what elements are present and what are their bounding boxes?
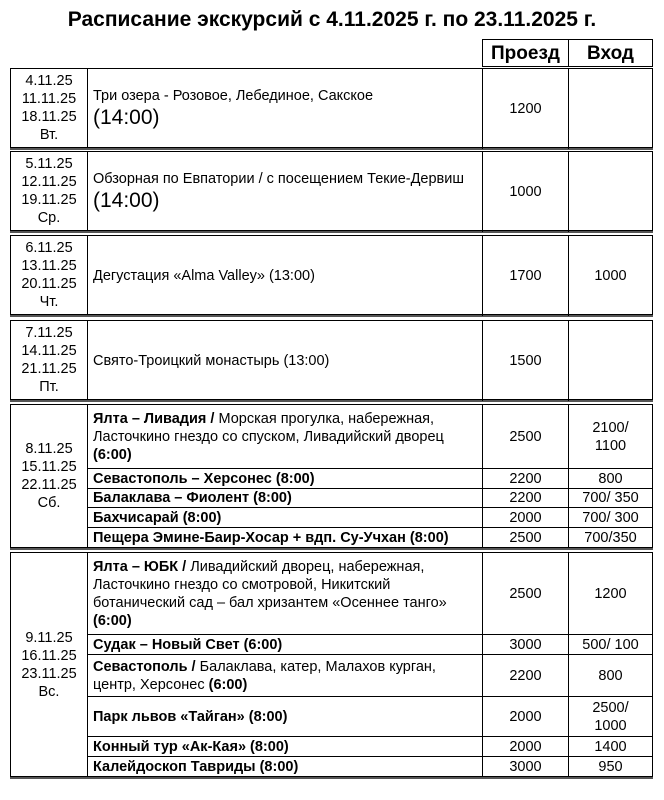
weekday: Вт. [39, 127, 59, 143]
tour-row [87, 489, 652, 508]
tour-description [87, 655, 483, 696]
tour-name: Судак – Новый Свет (6:00) [87, 635, 483, 654]
tour-time: (14:00) [93, 106, 160, 129]
tour-price: 1200 [483, 69, 569, 149]
tour-row [87, 655, 652, 697]
tour-price: 2000 [483, 508, 569, 527]
tour-entry: 700/350 [584, 529, 637, 546]
tour-price: 2500 [483, 405, 569, 468]
date: 20.11.25 [21, 276, 77, 292]
tour-entry: 800 [598, 667, 623, 684]
tour-entry [569, 152, 652, 232]
tour-name: Обзорная по Евпатории / [93, 171, 263, 187]
tour-row [87, 528, 652, 547]
tour-row [87, 321, 652, 401]
tour-row [87, 152, 652, 232]
tour-description [87, 236, 483, 316]
tour-price: 2200 [483, 655, 569, 696]
tour-price: 2500 [483, 528, 569, 547]
tour-row [87, 737, 652, 757]
weekday: Сб. [37, 495, 61, 511]
schedule-block-sunday [10, 552, 653, 777]
schedule-block-wednesday [10, 151, 653, 231]
tour-name: Калейдоскоп Тавриды (8:00) [87, 757, 483, 776]
schedule-block-saturday [10, 404, 653, 548]
block-dates [11, 152, 88, 230]
tour-row [87, 405, 652, 469]
tour-detail: с посещением Текие-Дервиш [262, 171, 464, 187]
tour-entry: 800 [598, 470, 623, 487]
tour-description [87, 321, 483, 401]
tour-time: (6:00) [208, 676, 248, 693]
tour-time: (6:00) [93, 446, 132, 463]
tour-entry: 500/ 100 [582, 636, 639, 653]
weekday: Ср. [37, 210, 61, 226]
tour-name: Свято-Троицкий монастырь (13:00) [93, 353, 330, 369]
tour-description [87, 405, 483, 468]
schedule-block-tuesday [10, 68, 653, 148]
tour-name: Три озера - Розовое, Лебединое, Сакское [93, 88, 374, 104]
tour-entry: 1200 [594, 585, 627, 602]
tour-entry: 1400 [594, 738, 627, 755]
tour-name: Парк львов «Тайган» (8:00) [87, 697, 483, 736]
tour-entry: 950 [598, 758, 623, 775]
tour-time: (6:00) [93, 612, 132, 629]
tour-name: Дегустация «Alma Valley» (13:00) [93, 268, 315, 284]
date: 4.11.25 [25, 73, 73, 89]
date: 6.11.25 [25, 240, 73, 256]
date: 7.11.25 [25, 325, 73, 341]
date: 11.11.25 [21, 91, 77, 107]
date: 21.11.25 [21, 361, 77, 377]
header-proezd: Проезд [482, 39, 569, 67]
schedule-block-thursday [10, 235, 653, 315]
header-vhod: Вход [568, 39, 653, 67]
tour-row [87, 69, 652, 149]
tour-name: Пещера Эмине-Баир-Хосар + вдп. Су-Учхан (8:00) [87, 528, 483, 547]
tour-name: Бахчисарай (8:00) [87, 508, 483, 527]
tour-entry: 2100/ 1100 [592, 419, 629, 454]
tour-detail: Балаклава, катер, Малахов курган, центр, Херсонес [93, 658, 436, 693]
date: 14.11.25 [21, 343, 77, 359]
schedule-block-friday [10, 320, 653, 400]
tour-name: Балаклава – Фиолент (8:00) [87, 489, 483, 507]
date: 15.11.25 [21, 459, 77, 475]
weekday: Вс. [38, 683, 60, 700]
tour-description [87, 69, 483, 149]
date: 18.11.25 [21, 109, 77, 125]
tour-row [87, 757, 652, 776]
tour-price: 3000 [483, 635, 569, 654]
tour-price: 2000 [483, 697, 569, 736]
tour-entry: 1000 [594, 268, 627, 284]
date: 23.11.25 [21, 665, 77, 682]
tour-price: 1500 [483, 321, 569, 401]
date: 8.11.25 [25, 441, 73, 457]
tour-description [87, 553, 483, 634]
page-title: Расписание экскурсий с 4.11.2025 г. по 23.11.2025 г. [67, 8, 597, 31]
tour-entry: 700/ 300 [582, 509, 639, 526]
tour-detail: Ливадийский дворец, набережная, Ласточкино гнездо со смотровой, Никитский ботанический сад – бал хризантем «Осеннее танго» [93, 558, 447, 611]
tour-price: 3000 [483, 757, 569, 776]
date: 13.11.25 [21, 258, 77, 274]
weekday: Чт. [39, 294, 59, 310]
tour-row [87, 635, 652, 655]
tour-row [87, 508, 652, 528]
tour-price: 2000 [483, 737, 569, 756]
tour-price: 1000 [483, 152, 569, 232]
tour-name: Севастополь – Херсонес (8:00) [87, 469, 483, 488]
tour-entry: 700/ 350 [582, 490, 639, 506]
block-dates [11, 236, 88, 314]
block-dates [11, 553, 88, 776]
tour-detail: Морская прогулка, набережная, Ласточкино гнездо со спуском, Ливадийский дворец [93, 410, 444, 445]
block-dates [11, 405, 88, 547]
tour-row [87, 697, 652, 737]
block-dates [11, 321, 88, 399]
tour-price: 1700 [483, 236, 569, 316]
tour-price: 2200 [483, 469, 569, 488]
tour-entry: 2500/ 1000 [592, 699, 629, 734]
date: 19.11.25 [21, 192, 77, 208]
tour-name: Севастополь / [93, 658, 196, 675]
tour-price: 2200 [483, 489, 569, 507]
tour-name: Ялта – Ливадия / [93, 410, 215, 427]
tour-entry [569, 69, 652, 149]
tour-time: (14:00) [93, 189, 160, 212]
tour-price: 2500 [483, 553, 569, 634]
tour-row [87, 469, 652, 489]
tour-row [87, 553, 652, 635]
date: 5.11.25 [25, 156, 73, 172]
tour-entry [569, 321, 652, 401]
tour-row [87, 236, 652, 316]
tour-description [87, 152, 483, 232]
weekday: Пт. [39, 379, 59, 395]
date: 16.11.25 [21, 647, 77, 664]
block-dates [11, 69, 88, 147]
date: 12.11.25 [21, 174, 77, 190]
tour-name: Конный тур «Ак-Кая» (8:00) [87, 737, 483, 756]
date: 22.11.25 [21, 477, 77, 493]
tour-name: Ялта – ЮБК / [93, 558, 187, 575]
date: 9.11.25 [25, 629, 73, 646]
